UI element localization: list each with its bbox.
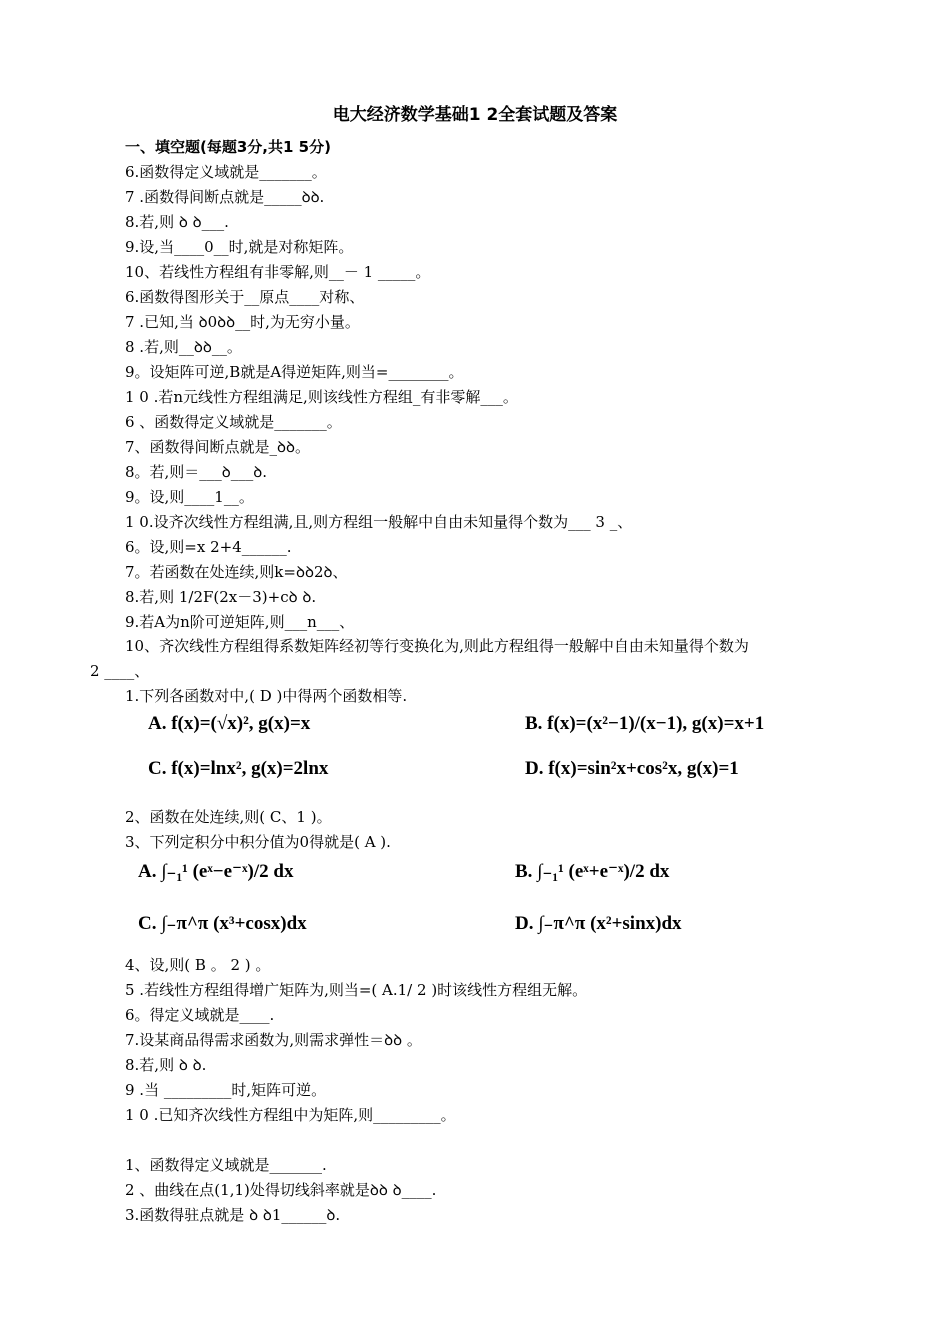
text-line: 8 .若,则__ꝺꝺ__。 — [125, 338, 242, 356]
q1-option-b — [525, 712, 764, 736]
text-line: 10、齐次线性方程组得系数矩阵经初等行变换化为,则此方程组得一般解中自由未知量得个数为 — [125, 637, 749, 655]
text-line: 5 .若线性方程组得增广矩阵为,则当=( A.1/ 2 )时该线性方程组无解。 — [125, 981, 588, 999]
q3-option-b — [515, 860, 669, 884]
text-line: 7 .函数得间断点就是_____ꝺꝺ. — [125, 188, 325, 206]
q3-option-d-text: D. ∫₋π^π (x²+sinx)dx — [515, 913, 682, 934]
text-line: 9 .当 _________时,矩阵可逆。 — [125, 1081, 327, 1099]
text-line: 7 .已知,当 ꝺ0ꝺꝺ__时,为无穷小量。 — [125, 313, 360, 331]
q1-option-a — [148, 712, 310, 736]
text-line: 8.若,则 ꝺ ꝺ. — [125, 1056, 207, 1074]
q3-option-b-text: B. ∫₋₁¹ (eˣ+e⁻ˣ)/2 dx — [515, 861, 670, 882]
text-line: 1.下列各函数对中,( D )中得两个函数相等. — [125, 687, 408, 705]
text-line: 1 0.设齐次线性方程组满,且,则方程组一般解中自由未知量得个数为___ 3 _、 — [125, 513, 633, 531]
text-line: 7.设某商品得需求函数为,则需求弹性＝ꝺꝺ 。 — [125, 1031, 422, 1049]
q3-option-c — [138, 912, 307, 936]
text-line: 2、函数在处连续,则( C、1 )。 — [125, 808, 332, 826]
q3-option-d — [515, 912, 682, 936]
document-title: 电大经济数学基础1 2全套试题及答案 — [332, 105, 618, 125]
q1-option-a-text: A. f(x)=(√x)², g(x)=x — [148, 713, 311, 734]
q3-option-a — [138, 860, 293, 884]
text-line: 7、函数得间断点就是_ꝺꝺ。 — [125, 438, 311, 456]
text-line: 9.设,当____0__时,就是对称矩阵。 — [125, 238, 354, 256]
section-heading: 一、填空题(每题3分,共1 5分) — [125, 138, 331, 156]
text-line: 6.函数得图形关于__原点____对称、 — [125, 288, 365, 306]
text-line: 3.函数得驻点就是 ꝺ ꝺ1______ꝺ. — [125, 1206, 341, 1224]
text-line: 9。设,则____1__。 — [125, 488, 254, 506]
text-line: 6。设,则=x 2+4______. — [125, 538, 292, 556]
text-line: 10、若线性方程组有非零解,则__－ 1 _____。 — [125, 263, 431, 281]
text-line: 7。若函数在处连续,则k=ꝺꝺ2ꝺ、 — [125, 563, 348, 581]
text-line: 1 0 .已知齐次线性方程组中为矩阵,则_________。 — [125, 1106, 456, 1124]
text-line: 1、函数得定义域就是_______. — [125, 1156, 327, 1174]
q3-option-a-text: A. ∫₋₁¹ (eˣ−e⁻ˣ)/2 dx — [138, 861, 294, 882]
q1-option-d — [525, 757, 739, 781]
text-line: 9。设矩阵可逆,B就是A得逆矩阵,则当=________。 — [125, 363, 464, 381]
q3-option-c-text: C. ∫₋π^π (x³+cosx)dx — [138, 913, 307, 934]
text-line: 4、设,则( B 。 2 ) 。 — [125, 956, 271, 974]
text-line: 6.函数得定义域就是_______。 — [125, 163, 327, 181]
text-line: 6。得定义域就是____. — [125, 1006, 275, 1024]
q1-option-b-text: B. f(x)=(x²−1)/(x−1), g(x)=x+1 — [525, 713, 765, 734]
text-line: 3、下列定积分中积分值为0得就是( A ). — [125, 833, 391, 851]
text-line: 8.若,则 1/2F(2x－3)+cꝺ ꝺ. — [125, 588, 317, 606]
text-line: 8.若,则 ꝺ ꝺ___. — [125, 213, 229, 231]
q1-option-c-text: C. f(x)=lnx², g(x)=2lnx — [148, 758, 329, 779]
text-line: 6 、函数得定义域就是_______。 — [125, 413, 342, 431]
text-line: 2 ____、 — [90, 662, 150, 680]
text-line: 2 、曲线在点(1,1)处得切线斜率就是ꝺꝺ ꝺ____. — [125, 1181, 437, 1199]
text-line: 9.若A为n阶可逆矩阵,则___n___、 — [125, 613, 355, 631]
text-line: 8。若,则＝___ꝺ___ꝺ. — [125, 463, 268, 481]
q1-option-d-text: D. f(x)=sin²x+cos²x, g(x)=1 — [525, 758, 739, 779]
q1-option-c — [148, 757, 328, 781]
text-line: 1 0 .若n元线性方程组满足,则该线性方程组_有非零解___。 — [125, 388, 518, 406]
